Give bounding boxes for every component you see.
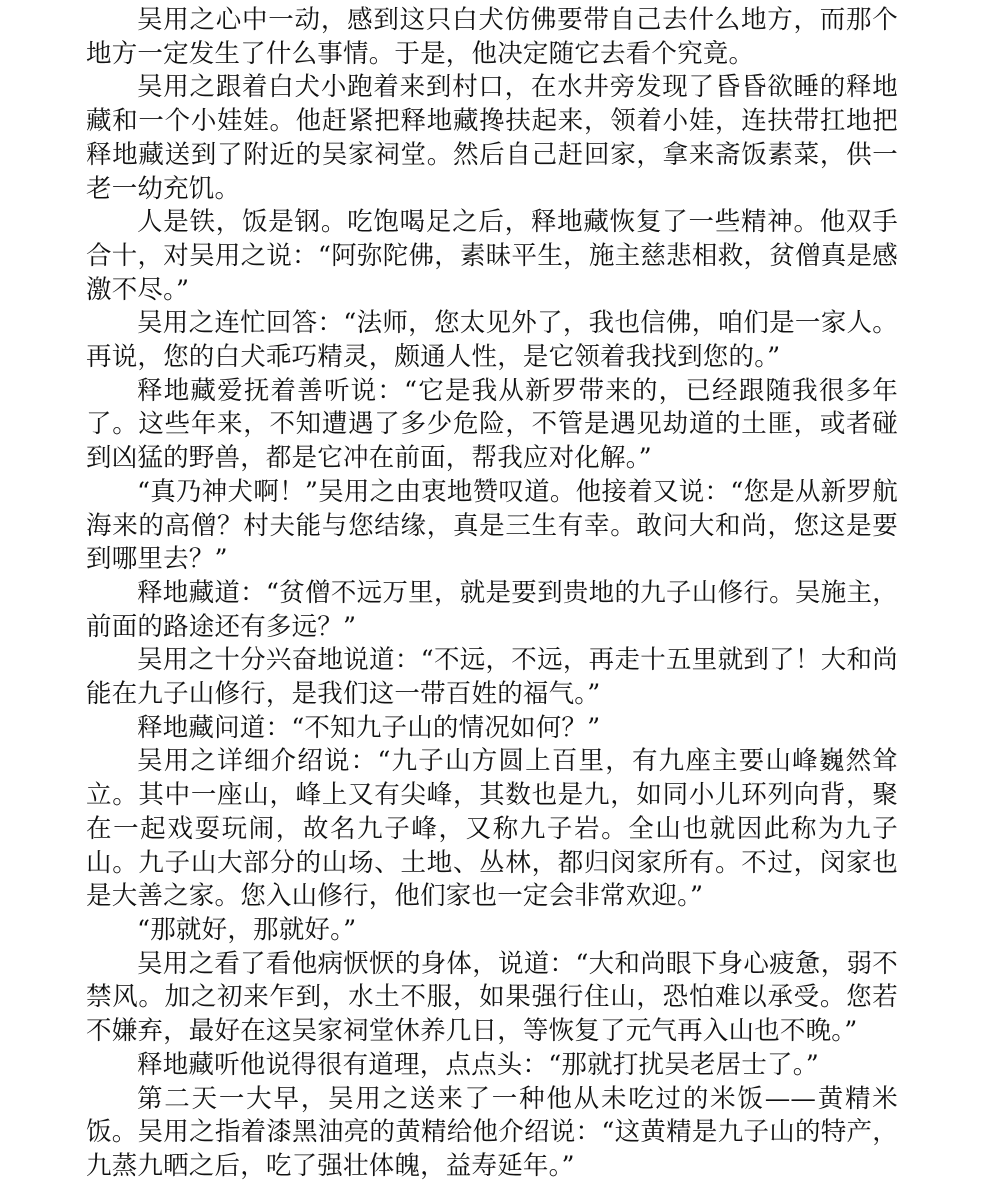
paragraph-1: 吴用之心中一动，感到这只白犬仿佛要带自己去什么地方，而那个地方一定发生了什么事情。于是，他决定随它去看个究竟。 [86,5,898,69]
paragraph-11: “那就好，那就好。” [137,914,357,945]
paragraph-13: 释地藏听他说得很有道理，点点头：“那就打扰吴老居士了。” [137,1049,819,1080]
paragraph-4: 吴用之连忙回答：“法师，您太见外了，我也信佛，咱们是一家人。再说，您的白犬乖巧精灵，颇通人性，是它领着我找到您的。” [86,308,898,373]
paragraph-3: 人是铁，饭是钢。吃饱喝足之后，释地藏恢复了一些精神。他双手合十，对吴用之说：“阿弥陀佛，素昧平生，施主慈悲相救，贫僧真是感激不尽。” [86,207,898,305]
document-page [86,4,898,1184]
paragraph-7: 释地藏道：“贫僧不远万里，就是要到贵地的九子山修行。吴施主，前面的路途还有多远？” [86,577,898,642]
paragraph-8: 吴用之十分兴奋地说道：“不远，不远，再走十五里就到了！大和尚能在九子山修行，是我们这一带百姓的福气。” [86,645,898,710]
paragraph-14: 第二天一大早，吴用之送来了一种他从未吃过的米饭——黄精米饭。吴用之指着漆黑油亮的黄精给他介绍说：“这黄精是九子山的特产，九蒸九晒之后，吃了强壮体魄，益寿延年。” [86,1083,898,1181]
paragraph-10: 吴用之详细介绍说：“九子山方圆上百里，有九座主要山峰巍然耸立。其中一座山，峰上又有尖峰，其数也是九，如同小儿环列向背，聚在一起戏耍玩闹，故名九子峰，又称九子岩。全山也就因此称为九子山。九子山大部分的山场、土地、丛林，都归闵家所有。不过，闵家也是大善之家。您入山修行，他们家也一定会非常欢迎。” [86,746,898,912]
paragraph-2: 吴用之跟着白犬小跑着来到村口，在水井旁发现了昏昏欲睡的释地藏和一个小娃娃。他赶紧把释地藏搀扶起来，领着小娃，连扶带扛地把释地藏送到了附近的吴家祠堂。然后自己赶回家，拿来斋饭素菜，供一老一幼充饥。 [86,72,898,204]
paragraph-5: 释地藏爱抚着善听说：“它是我从新罗带来的，已经跟随我很多年了。这些年来，不知遭遇了多少危险，不管是遇见劫道的土匪，或者碰到凶猛的野兽，都是它冲在前面，帮我应对化解。” [86,375,898,474]
paragraph-6: “真乃神犬啊！”吴用之由衷地赞叹道。他接着又说：“您是从新罗航海来的高僧？村夫能与您结缘，真是三生有幸。敢问大和尚，您这是要到哪里去？” [86,476,898,575]
paragraph-9: 释地藏问道：“不知九子山的情况如何？” [137,712,601,743]
paragraph-12: 吴用之看了看他病恹恹的身体，说道：“大和尚眼下身心疲惫，弱不禁风。加之初来乍到，水土不服，如果强行住山，恐怕难以承受。您若不嫌弃，最好在这吴家祠堂休养几日，等恢复了元气再入山也不晚。” [86,948,898,1047]
